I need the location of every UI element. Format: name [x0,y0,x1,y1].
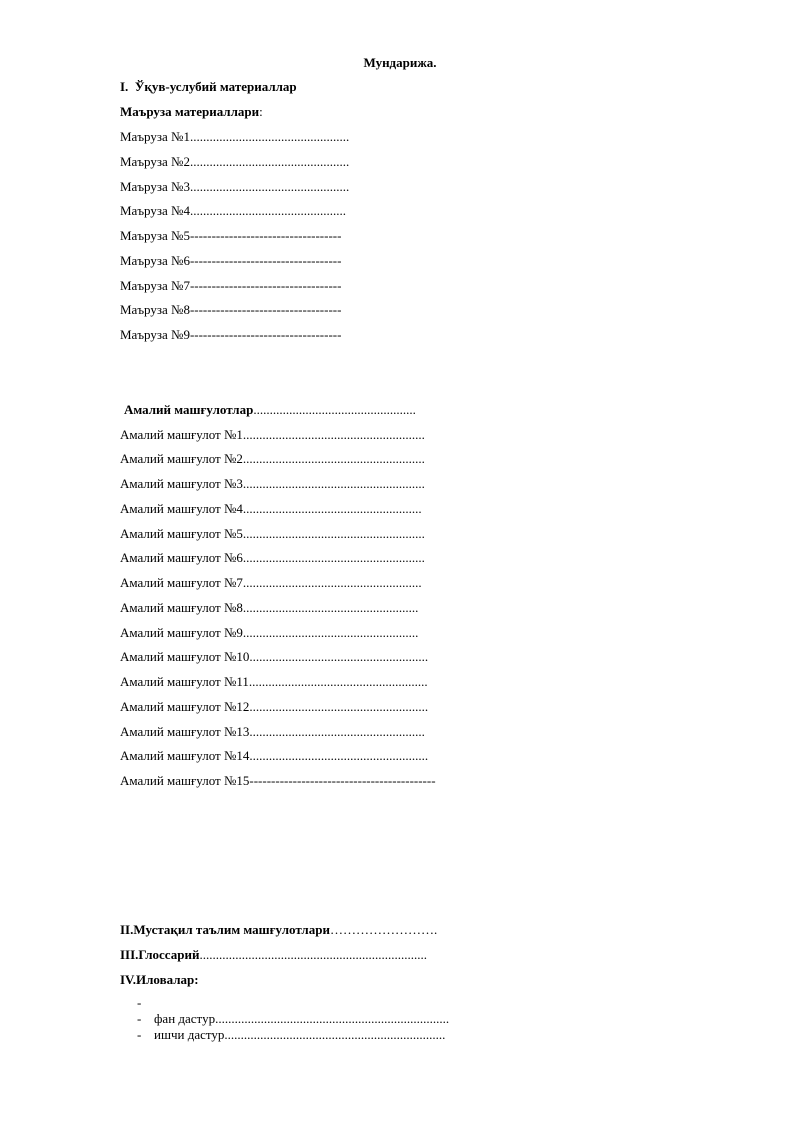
lecture-item: Маъруза №9----------------------------------- [120,327,342,342]
practicals-heading-label: Амалий машғулотлар [124,402,254,417]
lecture-item: Маъруза №2................................................. [120,154,350,169]
practical-item: Амалий машғулот №4....................................................... [120,501,422,516]
section-4-heading: IV.Иловалар: [120,972,199,987]
lectures-heading [120,104,263,120]
lecture-item: Маъруза №4................................................ [120,203,346,218]
appendix-item-text: фан дастур........................................................................ [154,1011,450,1026]
practical-item: Амалий машғулот №6........................................................ [120,550,425,565]
section-2-heading [120,922,437,938]
list-dash: - [137,1027,142,1042]
appendix-item-text: ишчи дастур.................................................................... [154,1027,446,1042]
practical-item: Амалий машғулот №2........................................................ [120,451,425,466]
section-1-label: Ўқув-услубий материаллар [134,79,297,94]
practical-item: Амалий машғулот №11....................................................... [120,674,428,689]
practical-item: Амалий машғулот №13...................................................... [120,724,425,739]
practical-item: Амалий машғулот №14....................................................... [120,748,429,763]
section-3-suffix: ...................................................................... [199,947,427,962]
lectures-heading-label: Маъруза материаллари [120,104,260,119]
practical-item: Амалий машғулот №9...................................................... [120,625,419,640]
page-title: Мундарижа. [363,55,437,70]
appendix-item [137,1027,445,1043]
practical-item: Амалий машғулот №8...................................................... [120,600,419,615]
practical-item: Амалий машғулот №12....................................................... [120,699,429,714]
lecture-item: Маъруза №7----------------------------------- [120,278,342,293]
practical-item: Амалий машғулот №7....................................................... [120,575,422,590]
section-1-number: I. [120,79,129,94]
practical-item: Амалий машғулот №1........................................................ [120,427,425,442]
lecture-item: Маъруза №3................................................. [120,179,350,194]
section-1-heading [120,79,297,95]
practicals-heading [124,402,416,418]
practical-item: Амалий машғулот №15------------------------------------------- [120,773,436,788]
practical-item: Амалий машғулот №5........................................................ [120,526,425,541]
lecture-item: Маъруза №5----------------------------------- [120,228,342,243]
appendix-item [137,995,154,1011]
section-2-suffix: ……………………. [329,922,438,937]
list-dash: - [137,1011,142,1026]
practicals-heading-suffix: .................................................. [253,402,416,417]
lectures-heading-suffix: : [259,104,263,119]
list-dash: - [137,995,142,1010]
lecture-item: Маъруза №6----------------------------------- [120,253,342,268]
section-3-heading [120,947,427,963]
section-3-label: III.Глоссарий [120,947,200,962]
practical-item: Амалий машғулот №10....................................................... [120,649,429,664]
practical-item: Амалий машғулот №3........................................................ [120,476,425,491]
section-2-label: II.Мустақил таълим машғулотлари [120,922,330,937]
lecture-item: Маъруза №8----------------------------------- [120,302,342,317]
lecture-item: Маъруза №1................................................. [120,129,350,144]
appendix-item [137,1011,449,1027]
